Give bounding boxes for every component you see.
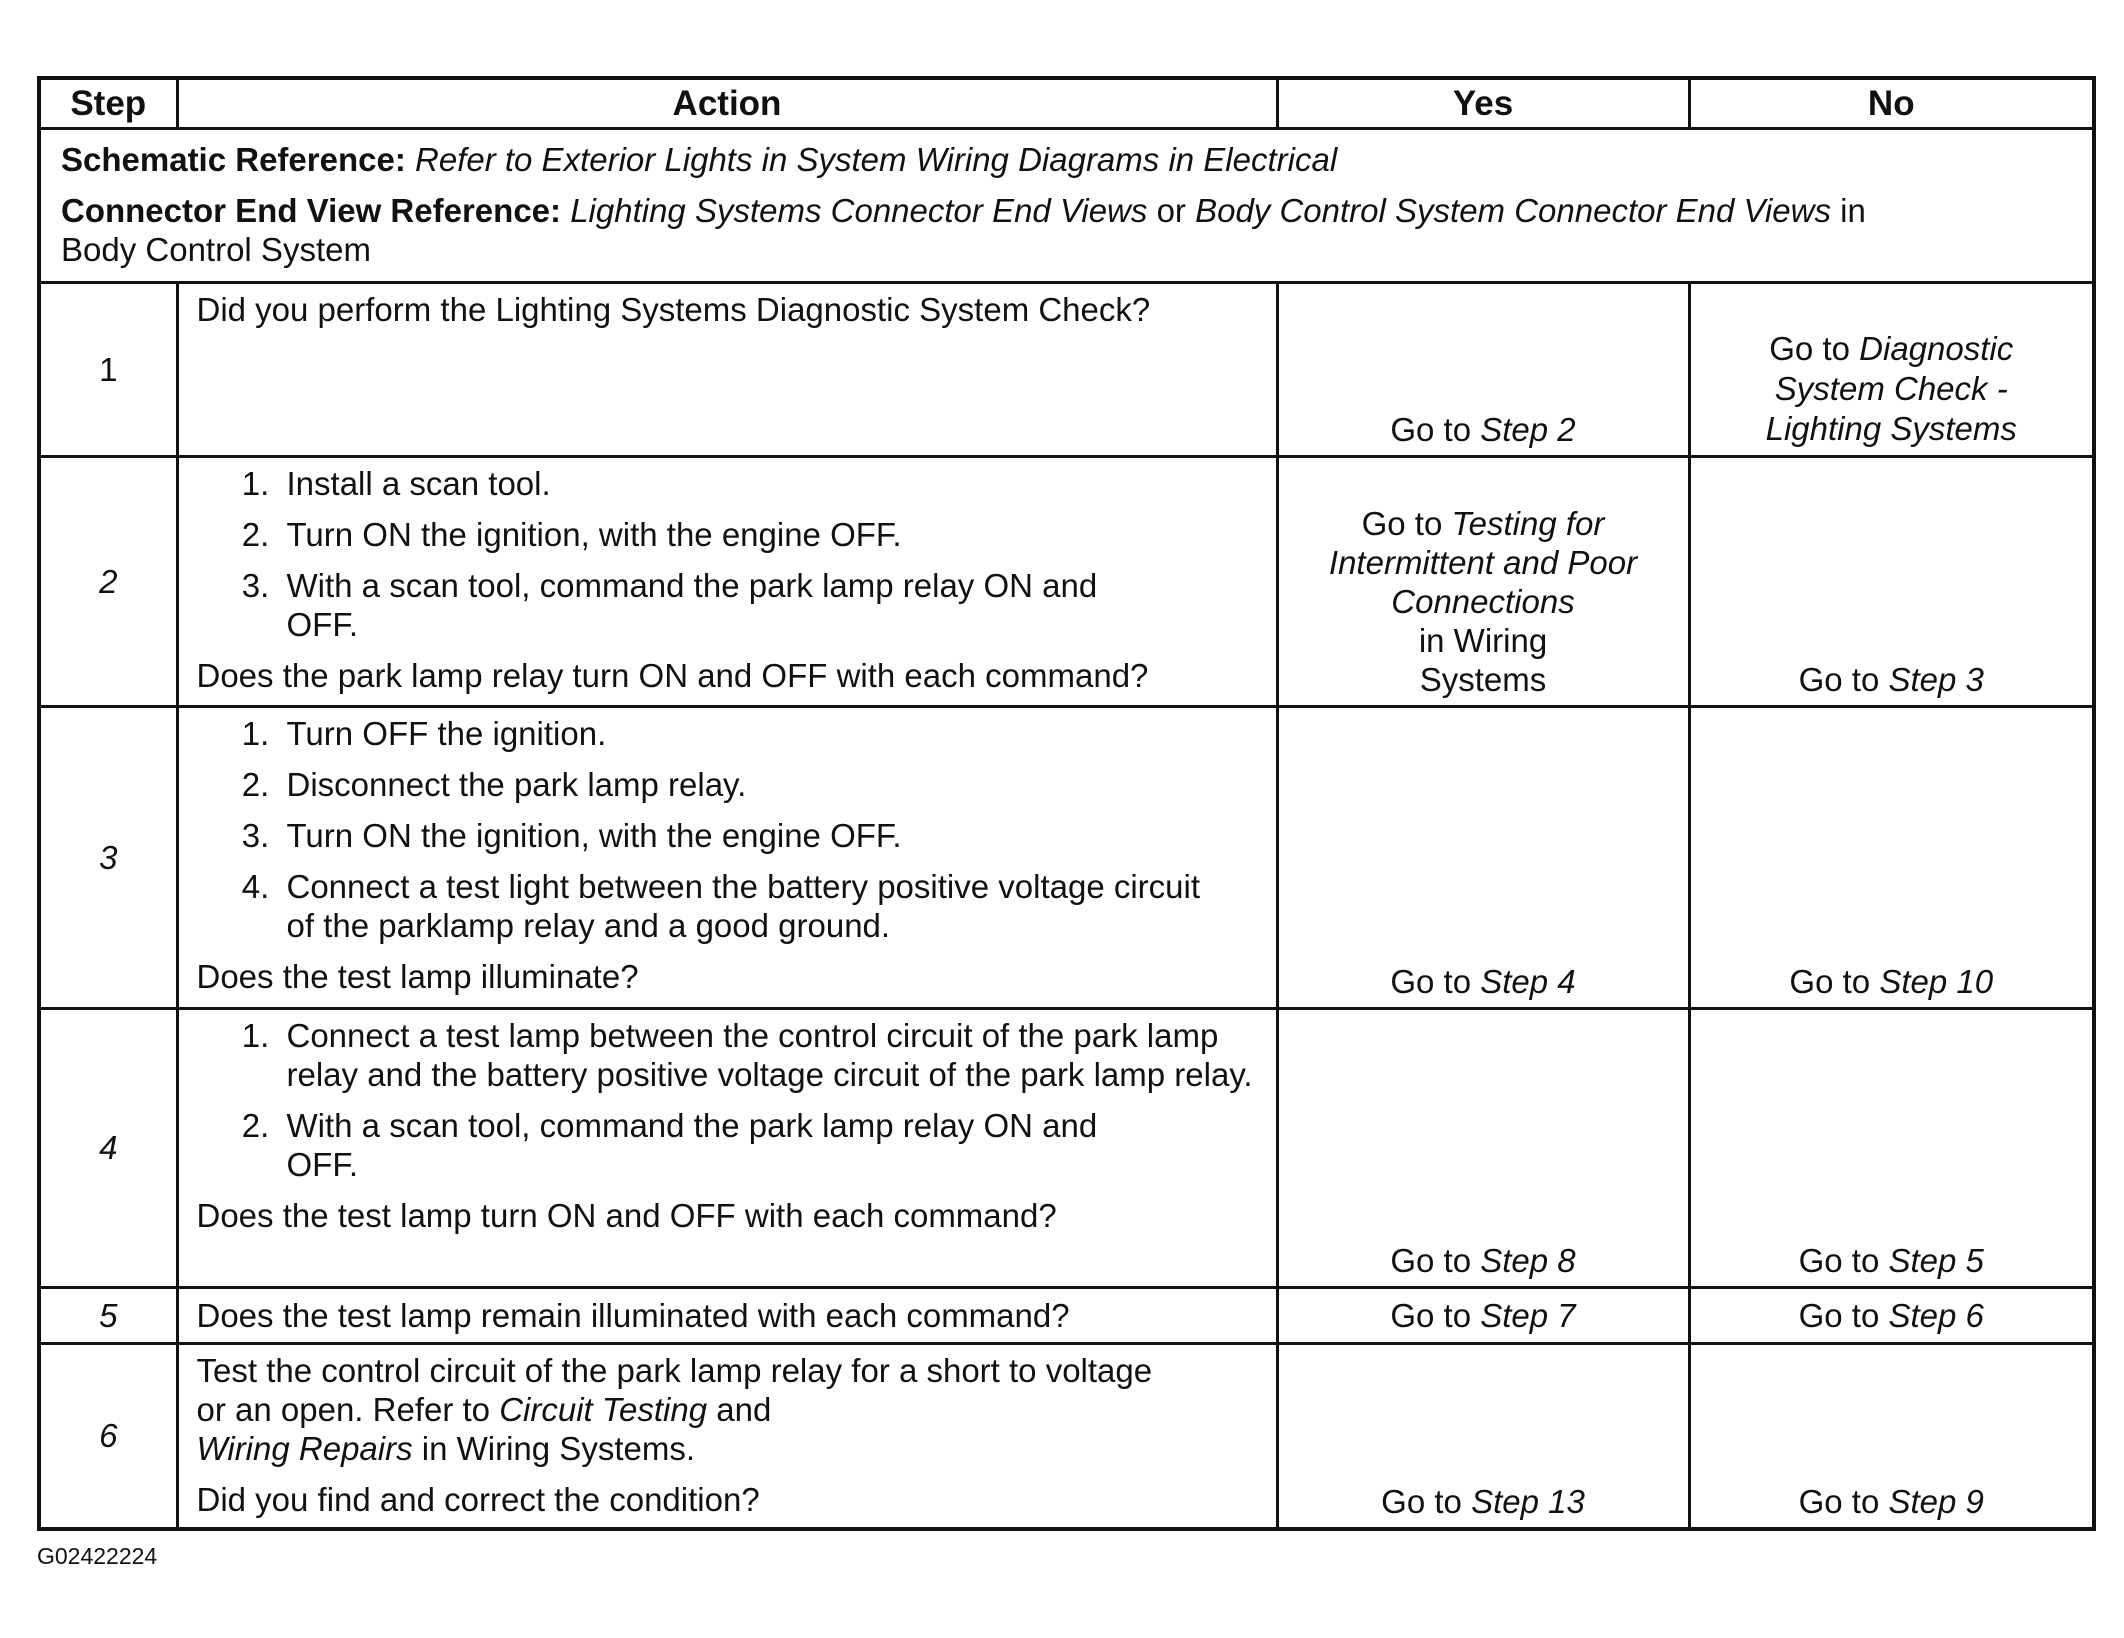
connector-text-1: Lighting Systems Connector End Views bbox=[570, 191, 1148, 229]
no-ref-line-3: Lighting Systems bbox=[1765, 409, 2017, 447]
yes-prefix: Go to bbox=[1390, 1296, 1472, 1334]
schematic-text: Refer to Exterior Lights in System Wiring Diagrams in Electrical bbox=[415, 140, 1338, 178]
no-prefix: Go to bbox=[1769, 329, 1850, 367]
instruction-ref-2: Wiring Repairs bbox=[196, 1429, 413, 1467]
reference-cell bbox=[39, 128, 2094, 282]
step-number: 1 bbox=[99, 350, 118, 388]
yes-step-link: Step 8 bbox=[1480, 1241, 1576, 1279]
step-cell bbox=[39, 706, 177, 1008]
substep-item: 3. Turn ON the ignition, with the engine OFF. bbox=[279, 816, 1258, 855]
no-prefix: Go to bbox=[1798, 1482, 1880, 1520]
no-cell bbox=[1689, 1008, 2094, 1287]
substep-list bbox=[197, 714, 1258, 945]
no-ref-line-2: System Check - bbox=[1774, 369, 2008, 407]
no-step-link: Step 6 bbox=[1888, 1296, 1984, 1334]
substep-item: 2. Turn ON the ignition, with the engine OFF. bbox=[279, 515, 1258, 554]
header-row bbox=[39, 78, 2094, 128]
action-cell bbox=[177, 282, 1277, 456]
substep-item: 1. Connect a test lamp between the control circuit of the park lamp relay and the battery positive voltage circuit of the park lamp relay. bbox=[279, 1016, 1267, 1094]
instruction-tail: in Wiring Systems. bbox=[421, 1429, 695, 1467]
step-question: Does the test lamp illuminate? bbox=[196, 957, 639, 995]
no-prefix: Go to bbox=[1798, 1296, 1880, 1334]
step-cell bbox=[39, 1287, 177, 1343]
instruction-text: Test the control circuit of the park lamp relay for a short to voltage or an open. Refer to bbox=[196, 1351, 1153, 1428]
reference-row bbox=[39, 128, 2094, 282]
step-question: Did you perform the Lighting Systems Diagnostic System Check? bbox=[196, 290, 1151, 328]
connector-text-2: Body Control System Connector End Views bbox=[1195, 191, 1831, 229]
table-row-step-4 bbox=[39, 1008, 2094, 1287]
yes-tail-line-2: Systems bbox=[1419, 660, 1547, 698]
substep-item: 3. With a scan tool, command the park lamp relay ON and OFF. bbox=[279, 566, 1147, 644]
yes-step-link: Step 13 bbox=[1471, 1482, 1585, 1520]
yes-step-link: Step 2 bbox=[1480, 410, 1576, 448]
header-no: No bbox=[1689, 78, 2094, 128]
action-cell bbox=[177, 1287, 1277, 1343]
step-number: 5 bbox=[99, 1296, 118, 1334]
yes-tail-line-1: in Wiring bbox=[1418, 621, 1548, 659]
connector-label: Connector End View Reference: bbox=[61, 191, 562, 229]
step-number: 4 bbox=[99, 1129, 118, 1166]
table-row-step-5 bbox=[39, 1287, 2094, 1343]
no-cell bbox=[1689, 706, 2094, 1008]
no-prefix: Go to bbox=[1789, 962, 1871, 1000]
no-cell bbox=[1689, 1343, 2094, 1529]
connector-tail: in Body Control System bbox=[61, 191, 1866, 268]
figure-id: G02422224 bbox=[37, 1543, 158, 1569]
step-cell bbox=[39, 1343, 177, 1529]
table-row-step-3 bbox=[39, 706, 2094, 1008]
step-question: Does the park lamp relay turn ON and OFF with each command? bbox=[196, 656, 1149, 694]
yes-ref-line-2: Intermittent and Poor bbox=[1328, 543, 1638, 581]
yes-step-link: Step 4 bbox=[1480, 962, 1576, 1000]
connector-reference bbox=[61, 191, 1941, 269]
yes-prefix: Go to bbox=[1390, 962, 1472, 1000]
no-prefix: Go to bbox=[1798, 1241, 1880, 1279]
yes-cell bbox=[1277, 706, 1689, 1008]
no-ref-line-1: Diagnostic bbox=[1859, 329, 2014, 367]
diagnostic-table bbox=[37, 76, 2096, 1531]
yes-prefix: Go to bbox=[1381, 1482, 1462, 1520]
no-cell bbox=[1689, 1287, 2094, 1343]
table-row-step-6 bbox=[39, 1343, 2094, 1529]
no-step-link: Step 3 bbox=[1888, 660, 1984, 698]
step-cell bbox=[39, 456, 177, 706]
yes-prefix: Go to bbox=[1390, 1241, 1472, 1279]
no-cell bbox=[1689, 456, 2094, 706]
no-cell bbox=[1689, 282, 2094, 456]
yes-ref-line-1: Testing for bbox=[1451, 504, 1605, 542]
schematic-reference bbox=[61, 140, 2072, 179]
instruction-ref-1: Circuit Testing bbox=[499, 1390, 708, 1428]
substep-item: 2. With a scan tool, command the park lamp relay ON and OFF. bbox=[279, 1106, 1147, 1184]
yes-cell bbox=[1277, 282, 1689, 456]
action-cell bbox=[177, 456, 1277, 706]
yes-cell bbox=[1277, 1287, 1689, 1343]
header-step: Step bbox=[39, 78, 177, 128]
substep-list bbox=[197, 464, 1258, 644]
yes-cell bbox=[1277, 1343, 1689, 1529]
substep-item: 1. Turn OFF the ignition. bbox=[279, 714, 1258, 753]
step-number: 2 bbox=[99, 562, 118, 600]
connector-or: or bbox=[1156, 191, 1186, 229]
yes-cell bbox=[1277, 456, 1689, 706]
table-row-step-1 bbox=[39, 282, 2094, 456]
action-cell bbox=[177, 706, 1277, 1008]
step-cell bbox=[39, 1008, 177, 1287]
yes-prefix: Go to bbox=[1390, 410, 1472, 448]
schematic-label: Schematic Reference: bbox=[61, 140, 406, 178]
step-question: Did you find and correct the condition? bbox=[196, 1480, 760, 1518]
step-question: Does the test lamp turn ON and OFF with each command? bbox=[196, 1196, 1057, 1234]
yes-step-link: Step 7 bbox=[1480, 1296, 1576, 1334]
substep-item: 1. Install a scan tool. bbox=[279, 464, 1258, 503]
action-cell bbox=[177, 1343, 1277, 1529]
no-step-link: Step 5 bbox=[1888, 1241, 1984, 1279]
step-number: 3 bbox=[99, 838, 118, 876]
table-row-step-2 bbox=[39, 456, 2094, 706]
step-number: 6 bbox=[99, 1417, 118, 1454]
substep-item: 2. Disconnect the park lamp relay. bbox=[279, 765, 1258, 804]
step-cell bbox=[39, 282, 177, 456]
step-question: Does the test lamp remain illuminated with each command? bbox=[196, 1296, 1070, 1334]
no-step-link: Step 9 bbox=[1888, 1482, 1984, 1520]
yes-cell bbox=[1277, 1008, 1689, 1287]
no-step-link: Step 10 bbox=[1879, 962, 1994, 1000]
action-cell bbox=[177, 1008, 1277, 1287]
yes-prefix: Go to bbox=[1361, 504, 1443, 542]
header-action: Action bbox=[177, 78, 1277, 128]
substep-item: 4. Connect a test light between the battery positive voltage circuit of the parklamp relay and a good ground. bbox=[279, 867, 1217, 945]
no-prefix: Go to bbox=[1798, 660, 1880, 698]
substep-list bbox=[197, 1016, 1258, 1184]
instruction-and: and bbox=[716, 1390, 772, 1428]
yes-ref-line-3: Connections bbox=[1391, 582, 1575, 620]
step-instruction bbox=[197, 1351, 1157, 1468]
header-yes: Yes bbox=[1277, 78, 1689, 128]
